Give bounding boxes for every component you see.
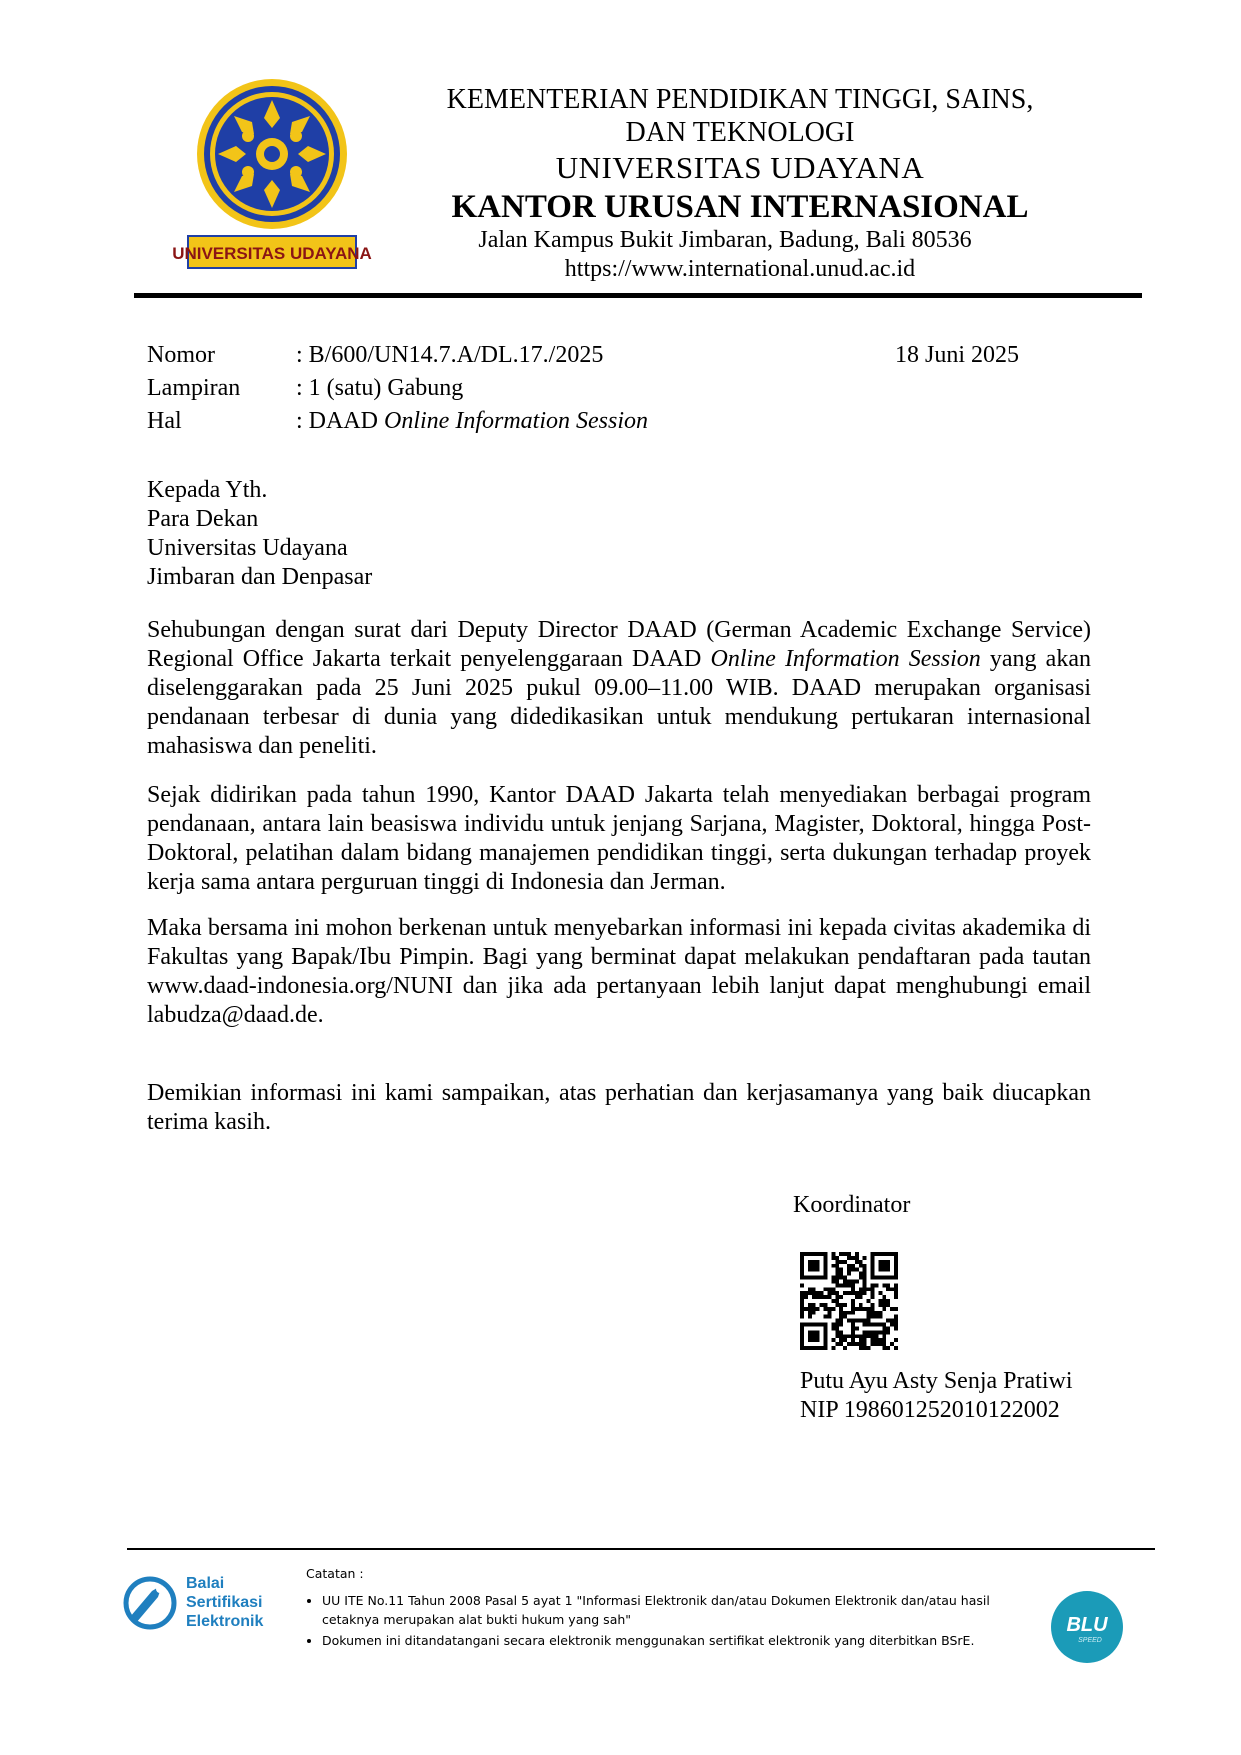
footer-note: • Dokumen ini ditandatangani secara elektronik menggunakan sertifikat elektronik yang diterbitkan BSrE. xyxy=(322,1631,1046,1650)
footer-note-list xyxy=(306,1591,1046,1650)
logo-text: UNIVERSITAS UDAYANA xyxy=(172,244,372,263)
signatory-title: Koordinator xyxy=(793,1192,911,1218)
footer-note: • UU ITE No.11 Tahun 2008 Pasal 5 ayat 1 "Informasi Elektronik dan/atau Dokumen Elektronik dan/atau hasil cetaknya merupakan alat bukti hukum yang sah" xyxy=(322,1591,1046,1629)
recipient-line: Para Dekan xyxy=(147,506,259,532)
body-paragraph-3: Maka bersama ini mohon berkenan untuk menyebarkan informasi ini kepada civitas akademika di Fakultas yang Bapak/Ibu Pimpin. Bagi yang berminat dapat melakukan pendaftaran pada tautan www.daad-indonesia.org/NUNI dan jika ada pertanyaan lebih lanjut dapat menghubungi email labudza@daad.de. xyxy=(147,915,1091,1028)
hal-italic: Online Information Session xyxy=(384,408,648,434)
university-name: UNIVERSITAS UDAYANA xyxy=(555,150,925,185)
blu-logo-subtext: SPEED xyxy=(1078,1637,1102,1644)
recipient-line: Kepada Yth. xyxy=(147,477,268,503)
bsre-logo-icon xyxy=(122,1573,176,1633)
bsre-line: Balai xyxy=(186,1575,225,1592)
bsre-line: Sertifikasi xyxy=(186,1594,263,1611)
hal-value xyxy=(296,408,648,435)
bsre-line: Elektronik xyxy=(186,1613,264,1630)
signatory-name: Putu Ayu Asty Senja Pratiwi xyxy=(800,1368,1073,1394)
catatan-label: Catatan : xyxy=(306,1566,364,1581)
footer-notes xyxy=(306,1564,1046,1652)
hal-label: Hal xyxy=(147,408,182,434)
p1-italic: Online Information Session xyxy=(710,646,981,672)
p1-text-b: yang akan diselenggarakan pada 25 Juni 2025 pukul 09.00–11.00 WIB. DAAD merupakan organisasi pendanaan terbesar di dunia yang didedikasikan untuk mendukung pertukaran internasional mahasiswa dan peneliti. xyxy=(147,646,1091,759)
recipient-line: Jimbaran dan Denpasar xyxy=(147,564,373,590)
office-address: Jalan Kampus Bukit Jimbaran, Badung, Bali 80536 xyxy=(478,227,972,253)
office-website: https://www.international.unud.ac.id xyxy=(564,256,916,282)
hal-prefix: : DAAD xyxy=(296,408,384,434)
qr-code-icon xyxy=(800,1252,898,1350)
lampiran-value: : 1 (satu) Gabung xyxy=(296,375,464,401)
office-name: KANTOR URUSAN INTERNASIONAL xyxy=(451,189,1029,225)
body-paragraph-2: Sejak didirikan pada tahun 1990, Kantor DAAD Jakarta telah menyediakan berbagai program pendanaan, antara lain beasiswa individu untuk jenjang Sarjana, Magister, Doktoral, hingga Post-Doktoral, pelatihan dalam bidang manajemen pendidikan tinggi, serta dukungan terhadap proyek kerja sama antara perguruan tinggi di Indonesia dan Jerman. xyxy=(147,782,1091,895)
recipient-line: Universitas Udayana xyxy=(147,535,348,561)
ministry-name-line2: DAN TEKNOLOGI xyxy=(625,117,855,148)
footer-rule xyxy=(127,1548,1155,1550)
body-paragraph-1 xyxy=(147,616,1091,761)
closing-paragraph: Demikian informasi ini kami sampaikan, atas perhatian dan kerjasamanya yang baik diucapkan terima kasih. xyxy=(147,1080,1091,1135)
letter-date: 18 Juni 2025 xyxy=(895,342,1020,368)
bsre-name xyxy=(186,1574,263,1631)
blu-speed-logo xyxy=(1050,1590,1124,1664)
letterhead-rule xyxy=(134,293,1142,298)
universitas-udayana-logo xyxy=(172,76,372,276)
ministry-name-line1: KEMENTERIAN PENDIDIKAN TINGGI, SAINS, xyxy=(446,84,1034,115)
nomor-value: : B/600/UN14.7.A/DL.17./2025 xyxy=(296,342,604,368)
signatory-nip: NIP 198601252010122002 xyxy=(800,1397,1060,1423)
nomor-label: Nomor xyxy=(147,342,215,368)
recipient-block xyxy=(147,476,372,592)
blu-logo-text: BLU xyxy=(1066,1614,1108,1636)
lampiran-label: Lampiran xyxy=(147,375,241,401)
p1-text-a: Sehubungan dengan surat dari Deputy Director DAAD (German Academic Exchange Service) Regional Office Jakarta terkait penyelenggaraan DAAD xyxy=(147,617,1091,672)
